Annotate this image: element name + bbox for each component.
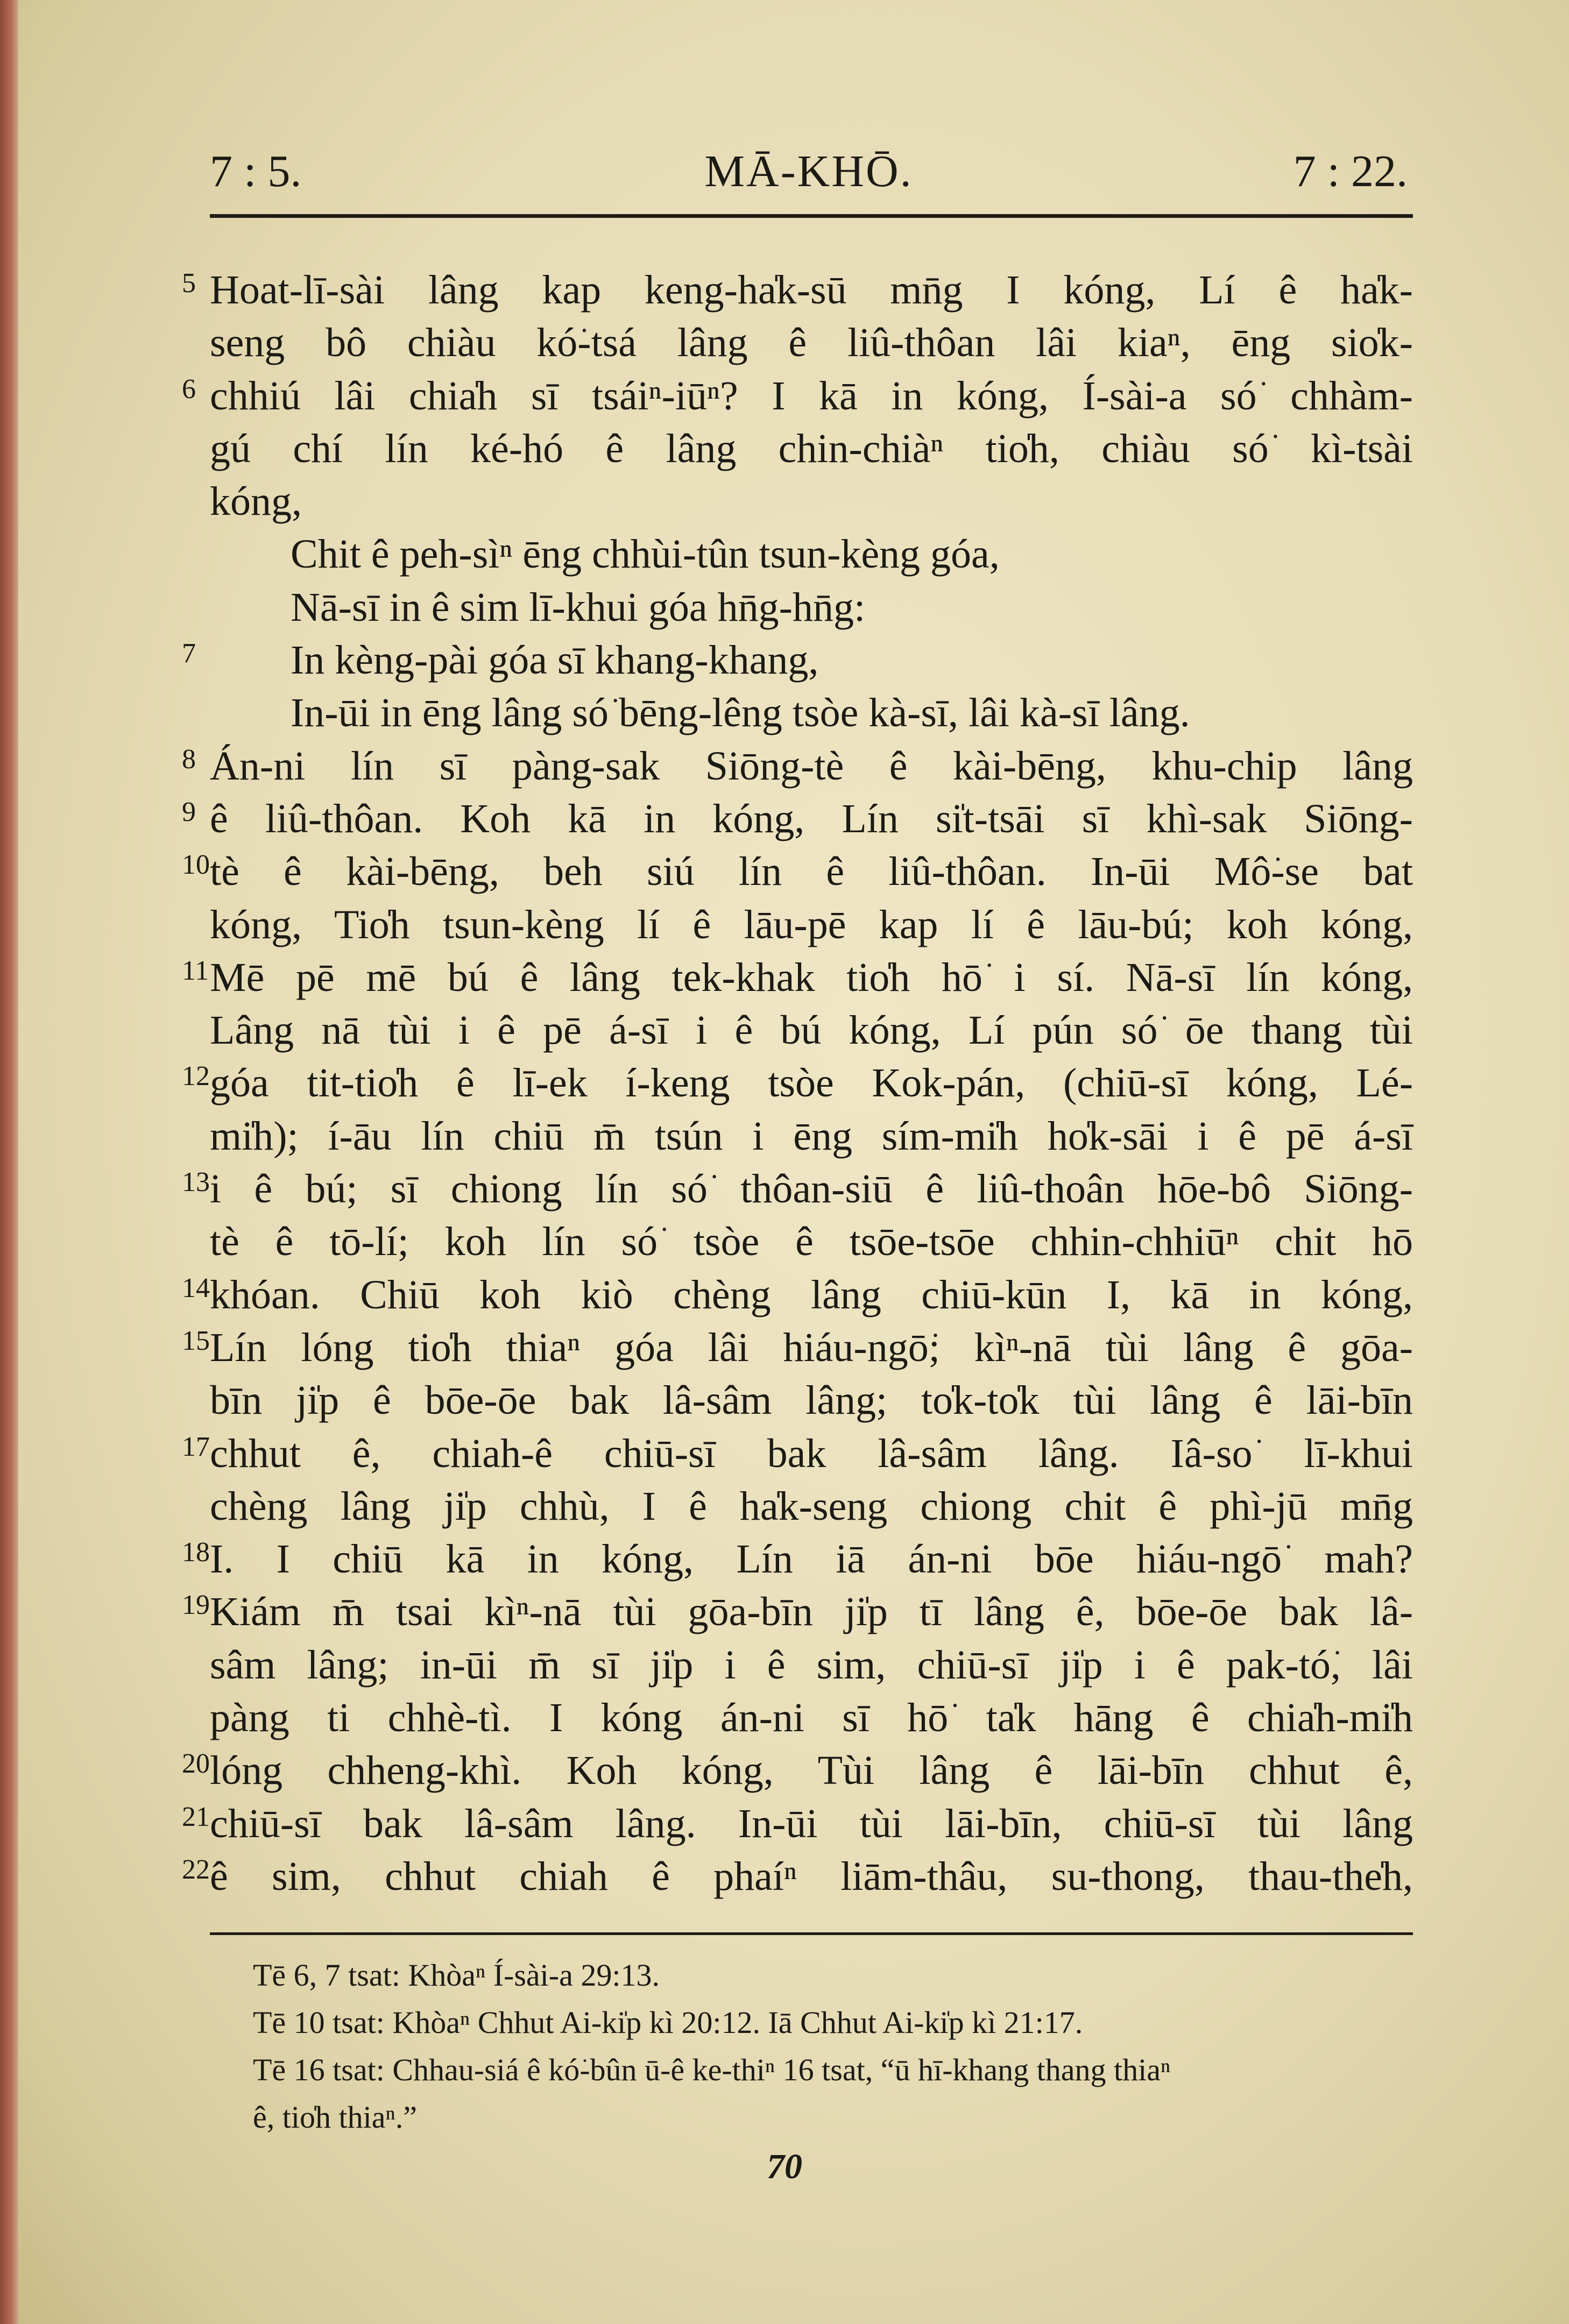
line-text: chiū-sī bak lâ-sâm lâng. In-ūi tùi lāi-bīn, chiū-sī tùi lâng [210,1801,1413,1846]
text-line [210,1004,1413,1057]
line-text: chhiú lâi chia̍h sī tsáiⁿ-iūⁿ? I kā in kóng, Í-sài-a só͘ chhàm- [210,373,1413,419]
verse-number: 22 [182,1854,210,1885]
verse-number: 18 [182,1537,210,1568]
verse-number: 13 [182,1167,210,1198]
line-text: i ê bú; sī chiong lín só͘ thôan-siū ê liû-thoân hōe-bô Siōng- [210,1166,1413,1212]
verse-number: 6 [182,373,196,405]
scripture-text [182,264,1413,1903]
header-book-title: MĀ-KHŌ. [704,146,913,196]
verse-number: 15 [182,1325,210,1356]
verse-number: 19 [182,1590,210,1621]
line-text: Nā-sī in ê sim lī-khui góa hn̄g-hn̄g: [291,584,866,630]
verse-number: 17 [182,1431,210,1462]
verse-number: 9 [182,796,196,827]
text-line [182,951,1413,1004]
text-line [210,1110,1413,1163]
line-text: khóan. Chiū koh kiò chèng lâng chiū-kūn I, kā in kóng, [210,1272,1413,1317]
line-text: Kiám m̄ tsai kìⁿ-nā tùi gōa-bīn ji̍p tī lâng ê, bōe-ōe bak lâ- [210,1589,1413,1635]
text-line [182,1744,1413,1797]
footnotes [253,1952,1413,2141]
text-line [210,1215,1413,1268]
footnote-continuation: ê, tio̍h thiaⁿ.” [253,2100,417,2135]
text-line [210,1691,1413,1744]
footnote: Tē 6, 7 tsat: Khòaⁿ Í-sài-a 29:13. [253,1958,660,1993]
line-text: Hoat-lī-sài lâng kap keng-ha̍k-sū mn̄g I kóng, Lí ê ha̍k- [210,267,1413,313]
footnote: Tē 16 tsat: Chhau-siá ê kó͘-bûn ū-ê ke-thiⁿ 16 tsat, “ū hī-khang thang thiaⁿ [253,2052,1171,2087]
verse-number: 7 [182,638,196,669]
footnote: Tē 10 tsat: Khòaⁿ Chhut Ai-ki̍p kì 20:12. Iā Chhut Ai-ki̍p kì 21:17. [253,2005,1083,2040]
text-line [182,1533,1413,1585]
text-line [182,1269,1413,1321]
text-line [182,1585,1413,1638]
line-text: bīn ji̍p ê bōe-ōe bak lâ-sâm lâng; to̍k-to̍k tùi lâng ê lāi-bīn [210,1378,1413,1423]
text-line [182,1427,1413,1480]
text-line [210,581,1413,634]
text-line [182,1850,1413,1903]
text-line [182,634,1413,686]
verse-number: 8 [182,743,196,775]
line-text: Mē pē mē bú ê lâng tek-khak tio̍h hō͘ i sí. Nā-sī lín kóng, [210,954,1413,1000]
text-line [210,1374,1413,1427]
line-text: In kèng-pài góa sī khang-khang, [291,637,819,683]
footnote-rule [210,1932,1413,1935]
line-text: I. I chiū kā in kóng, Lín iā án-ni bōe hiáu-ngō͘ mah? [210,1536,1413,1582]
verse-number: 14 [182,1272,210,1303]
line-text: mi̍h); í-āu lín chiū m̄ tsún i ēng sím-mi̍h ho̍k-sāi i ê pē á-sī [210,1113,1413,1159]
line-text: kóng, Tio̍h tsun-kèng lí ê lāu-pē kap lí ê lāu-bú; koh kóng, [210,902,1413,947]
line-text: seng bô chiàu kó͘-tsá lâng ê liû-thôan lâi kiaⁿ, ēng sio̍k- [210,320,1413,366]
header-rule [210,214,1413,218]
line-text: chhut ê, chiah-ê chiū-sī bak lâ-sâm lâng. Iâ-so͘ lī-khui [210,1430,1413,1476]
verse-number: 20 [182,1748,210,1780]
header-left-reference: 7 : 5. [210,146,302,196]
line-text: Lín lóng tio̍h thiaⁿ góa lâi hiáu-ngō͘; kìⁿ-nā tùi lâng ê gōa- [210,1324,1413,1370]
text-line [210,898,1413,951]
text-line [210,475,1413,528]
text-line [182,1057,1413,1109]
text-line [182,264,1413,316]
line-text: In-ūi in ēng lâng só͘ bēng-lêng tsòe kà-sī, lâi kà-sī lâng. [291,690,1190,736]
line-text: ê liû-thôan. Koh kā in kóng, Lín si̍t-tsāi sī khì-sak Siōng- [210,796,1413,841]
page-number: 70 [767,2147,802,2186]
line-text: Chit ê peh-sìⁿ ēng chhùi-tûn tsun-kèng góa, [291,532,1000,577]
text-line [182,1797,1413,1850]
verse-number: 5 [182,268,196,299]
text-line [210,316,1413,369]
line-text: tè ê tō-lí; koh lín só͘ tsòe ê tsōe-tsōe chhin-chhiūⁿ chit hō [210,1219,1413,1265]
text-line [210,528,1413,580]
text-line [182,1163,1413,1215]
line-text: Lâng nā tùi i ê pē á-sī i ê bú kóng, Lí pún só͘ ōe thang tùi [210,1008,1413,1053]
text-line [210,1639,1413,1691]
line-text: lóng chheng-khì. Koh kóng, Tùi lâng ê lāi-bīn chhut ê, [210,1748,1413,1794]
text-line [182,792,1413,845]
text-line [182,845,1413,898]
text-line [182,740,1413,792]
text-line [210,686,1413,739]
verse-number: 11 [182,955,209,986]
line-text: Án-ni lín sī pàng-sak Siōng-tè ê kài-bēng, khu-chip lâng [210,743,1413,789]
text-line [182,370,1413,422]
text-line [182,1321,1413,1374]
text-line [210,1480,1413,1533]
running-header [210,145,1408,204]
book-spine-edge [0,0,18,2324]
header-right-reference: 7 : 22. [1293,146,1408,196]
line-text: kóng, [210,479,302,525]
line-text: sâm lâng; in-ūi m̄ sī ji̍p i ê sim, chiū-sī ji̍p i ê pak-tó͘, lâi [210,1642,1413,1688]
line-text: pàng ti chhè-tì. I kóng án-ni sī hō͘ ta̍k hāng ê chia̍h-mi̍h [210,1695,1413,1741]
text-line [210,422,1413,475]
line-text: chèng lâng ji̍p chhù, I ê ha̍k-seng chiong chit ê phì-jū mn̄g [210,1483,1413,1529]
line-text: góa tit-tio̍h ê lī-ek í-keng tsòe Kok-pán, (chiū-sī kóng, Lé- [210,1060,1413,1106]
verse-number: 10 [182,849,210,881]
verse-number: 12 [182,1061,210,1092]
line-text: tè ê kài-bēng, beh siú lín ê liû-thôan. In-ūi Mô͘-se bat [210,849,1413,895]
line-text: ê sim, chhut chiah ê phaíⁿ liām-thâu, su-thong, thau-the̍h, [210,1853,1413,1899]
verse-number: 21 [182,1801,210,1832]
line-text: gú chí lín ké-hó ê lâng chin-chiàⁿ tio̍h, chiàu só͘ kì-tsài [210,426,1413,471]
